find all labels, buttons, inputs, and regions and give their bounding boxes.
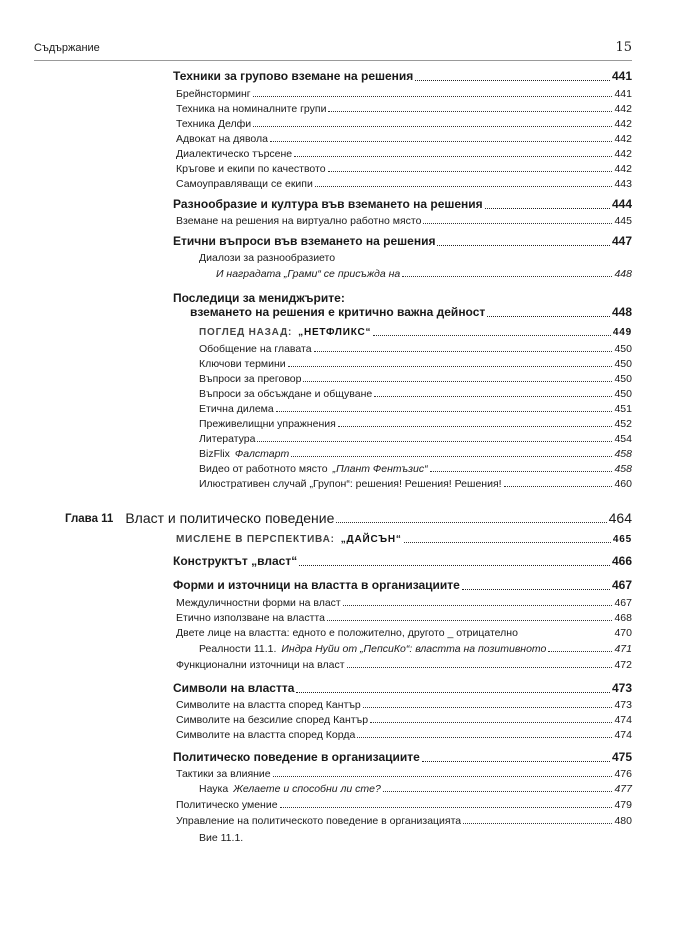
toc-entry-realities[interactable]: Реалности 11.1. Индра Нуйи от „ПепсиКо“: властта на позитивното 471: [199, 643, 632, 655]
toc-entry[interactable]: Литература 454: [199, 433, 632, 445]
toc-section-symbols[interactable]: Символи на властта 473: [173, 681, 632, 695]
chapter-title: Власт и политическо поведение: [125, 510, 335, 526]
toc-entry[interactable]: Символите на властта според Кантър 473: [176, 699, 632, 711]
toc-entry[interactable]: Етична дилема 451: [199, 403, 632, 415]
toc-entry[interactable]: Техника на номиналните групи 442: [176, 103, 632, 115]
toc-entry[interactable]: Въпроси за обсъждане и общуване 450: [199, 388, 632, 400]
toc-entry[interactable]: Вземане на решения на виртуално работно място 445: [176, 215, 632, 227]
toc-entry[interactable]: Символите на властта според Корда 474: [176, 729, 632, 741]
toc-feature-diversity-dialogues[interactable]: Диалози за разнообразието: [199, 252, 336, 264]
toc-entry[interactable]: Двете лице на властта: едното е положително, другото _ отрицателно 470: [176, 627, 632, 639]
toc-entry[interactable]: Брейнсторминг 441: [176, 88, 632, 100]
toc-section-ethics[interactable]: Етични въпроси във вземането на решения 447: [173, 234, 632, 248]
toc-section-political-behavior[interactable]: Политическо поведение в организациите 475: [173, 750, 632, 764]
toc-section-construct[interactable]: Конструктът „власт“ 466: [173, 554, 632, 568]
toc-entry-thinking-ahead[interactable]: МИСЛЕНЕ В ПЕРСПЕКТИВА: „ДАЙСЪН“ 465: [176, 534, 632, 545]
toc-entry-grammy[interactable]: И наградата „Грами“ се присъжда на 448: [216, 268, 632, 280]
toc-entry[interactable]: Етично използване на властта 468: [176, 612, 632, 624]
header-title: Съдържание: [34, 42, 100, 54]
toc-entry[interactable]: Ключови термини 450: [199, 358, 632, 370]
toc-entry[interactable]: Техника Делфи 442: [176, 118, 632, 130]
chapter-label: Глава 11: [65, 512, 114, 525]
toc-entry[interactable]: Функционални източници на власт 472: [176, 659, 632, 671]
toc-entry[interactable]: Преживелищни упражнения 452: [199, 418, 632, 430]
toc-section-implications[interactable]: вземането на решения е критично важна дейност 448: [190, 305, 632, 319]
toc-entry-science[interactable]: Наука Желаете и способни ли сте? 477: [199, 783, 632, 795]
toc-entry[interactable]: Управление на политическото поведение в организацията 480: [176, 815, 632, 827]
toc-entry-bizflix[interactable]: BizFlix Фалстарт 458: [199, 448, 632, 460]
toc-section-implications-line1[interactable]: Последици за мениджърите:: [173, 291, 345, 305]
toc-entry-retrospective[interactable]: ПОГЛЕД НАЗАД: „НЕТФЛИКС“ 449: [199, 327, 632, 338]
toc-entry-workplace-video[interactable]: Видео от работното място „Плант Фентъзис“ 458: [199, 463, 632, 475]
toc-entry[interactable]: Диалектическо търсене 442: [176, 148, 632, 160]
toc-entry-case[interactable]: Илюстративен случай „Групон“: решения! Решения! Решения! 460: [199, 478, 632, 490]
toc-section-group-techniques[interactable]: Техники за групово вземане на решения 441: [173, 69, 632, 83]
toc-entry[interactable]: Въпроси за преговор 450: [199, 373, 632, 385]
toc-entry[interactable]: Кръгове и екипи по качеството 442: [176, 163, 632, 175]
toc-entry-you[interactable]: Вие 11.1.: [199, 832, 244, 844]
toc-section-forms-sources[interactable]: Форми и източници на властта в организациите 467: [173, 578, 632, 592]
header-page-number: 15: [615, 40, 632, 55]
toc-entry[interactable]: Символите на безсилие според Кантър 474: [176, 714, 632, 726]
toc-entry[interactable]: Адвокат на дявола 442: [176, 133, 632, 145]
toc-section-diversity[interactable]: Разнообразие и култура във вземането на решения 444: [173, 197, 632, 211]
toc-entry[interactable]: Тактики за влияние 476: [176, 768, 632, 780]
toc-entry[interactable]: Политическо умение 479: [176, 799, 632, 811]
toc-entry[interactable]: Обобщение на главата 450: [199, 343, 632, 355]
toc-entry[interactable]: Самоуправляващи се екипи 443: [176, 178, 632, 190]
toc-chapter-11[interactable]: Глава 11 Власт и политическо поведение 464: [65, 510, 632, 526]
toc-entry[interactable]: Междуличностни форми на власт 467: [176, 597, 632, 609]
running-header: [34, 40, 632, 61]
